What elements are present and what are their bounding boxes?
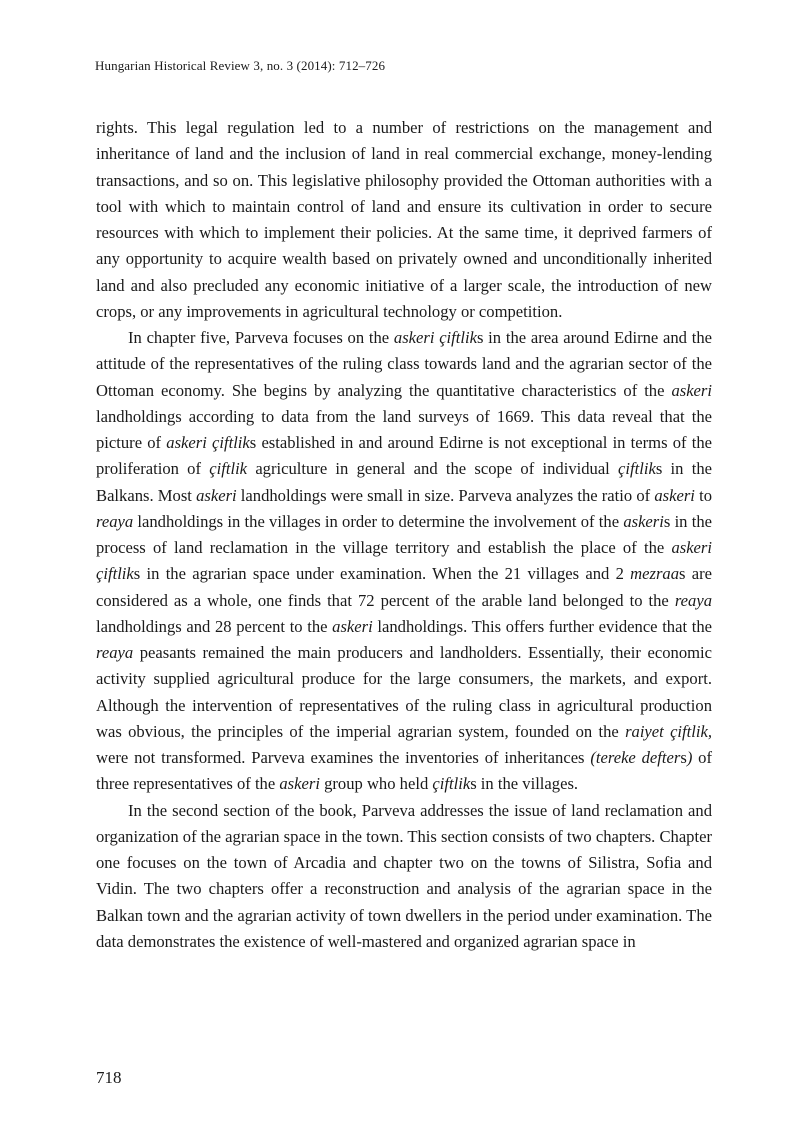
italic-term: askeri [671, 380, 712, 400]
text-run: s [680, 748, 687, 767]
text-run: In chapter five, Parveva focuses on the [128, 328, 394, 347]
text-run: s in the area around Edirne and the attitude of the representatives of the ruling class towards land and the agrarian sector of the Ottoman economy. She begins by analyzing the quantitative characteristics of the [96, 328, 713, 400]
text-run: In the second section of the book, Parveva addresses the issue of land reclamation and organization of the agrarian space in the town. This section consists of two chapters. Chapter one focuses on the town of Arcadia and chapter two on the towns of Silistra, Sofia and Vidin. The two chapters offer a reconstruction and analysis of the agrarian space in the Balkan town and the agrarian activity of town dwellers in the period under examination. The data demonstrates the existence of well-mastered and organized agrarian space in [96, 800, 712, 951]
italic-term: askeri çiftlik [96, 538, 712, 584]
italic-term: askeri [654, 485, 695, 505]
page-number: 718 [96, 1068, 122, 1087]
italic-term: askeri [623, 511, 664, 531]
paragraph [96, 798, 712, 956]
text-run: to [694, 485, 712, 505]
italic-term: reaya [674, 590, 712, 610]
italic-term: askeri [196, 485, 237, 505]
text-run: s in the process of land reclamation in the village territory and establish the place of the [96, 511, 712, 557]
italic-term: askeri [279, 774, 320, 794]
running-head: Hungarian Historical Review 3, no. 3 (2014): 712–726 [95, 58, 386, 73]
text-run: s in the Balkans. Most [96, 459, 712, 505]
italic-term: askeri çiftlik [393, 328, 477, 347]
italic-term: çiftlik [209, 459, 248, 479]
text-run: s in the agrarian space under examination. When the 21 villages and 2 [133, 564, 631, 584]
text-run: s are considered as a whole, one finds that 72 percent of the arable land belonged to the [96, 564, 712, 610]
text-run: of three representatives of the [96, 748, 712, 794]
italic-term: mezraa [630, 564, 679, 584]
text-run: landholdings were small in size. Parveva analyzes the ratio of [236, 485, 655, 505]
italic-term: ) [686, 748, 693, 767]
text-run: agriculture in general and the scope of individual [247, 459, 619, 479]
italic-term: çiftlik [618, 459, 656, 479]
body-text [96, 115, 712, 955]
text-run: were not transformed. Parveva examines the inventories of inheritances [96, 748, 591, 767]
text-run: group who held [319, 774, 433, 794]
text-run: s established in and around Edirne is not exceptional in terms of the proliferation of [96, 433, 712, 479]
text-run: rights. This legal regulation led to a number of restrictions on the management and inheritance of land and the inclusion of land in real commercial exchange, money-lending transactions, and so on. This legislative philosophy provided the Ottoman authorities with a tool with which to maintain control of land and ensure its cultivation in order to secure resources with which to implement their policies. At the same time, it deprived farmers of any opportunity to acquire wealth based on privately owned and unconditionally inherited land and also precluded any economic initiative of a larger scale, the introduction of new crops, or any improvements in agricultural technology or competition. [96, 118, 712, 321]
italic-term: askeri çiftlik [166, 433, 250, 452]
text-run: landholdings in the villages in order to determine the involvement of the [133, 511, 624, 531]
text-run: landholdings according to data from the land surveys of 1669. This data reveal that the picture of [96, 406, 712, 452]
italic-term: çiftlik [432, 774, 471, 794]
paragraph [96, 325, 712, 798]
italic-term: reaya [96, 643, 134, 662]
italic-term: reaya [96, 511, 134, 531]
italic-term: raiyet çiftlik, [625, 721, 712, 741]
text-run: landholdings and 28 percent to the [96, 616, 333, 636]
text-run: s in the villages. [470, 774, 579, 794]
text-run: peasants remained the main producers and landholders. Essentially, their economic activity supplied agricultural produce for the large consumers, the markets, and export. Although the intervention of representatives of the ruling class in agricultural production was obvious, the principles of the imperial agrarian system, founded on the [96, 643, 712, 741]
italic-term: (tereke defter [590, 748, 681, 767]
text-run: landholdings. This offers further evidence that the [372, 616, 712, 636]
paragraph [96, 115, 712, 325]
italic-term: askeri [332, 616, 373, 636]
